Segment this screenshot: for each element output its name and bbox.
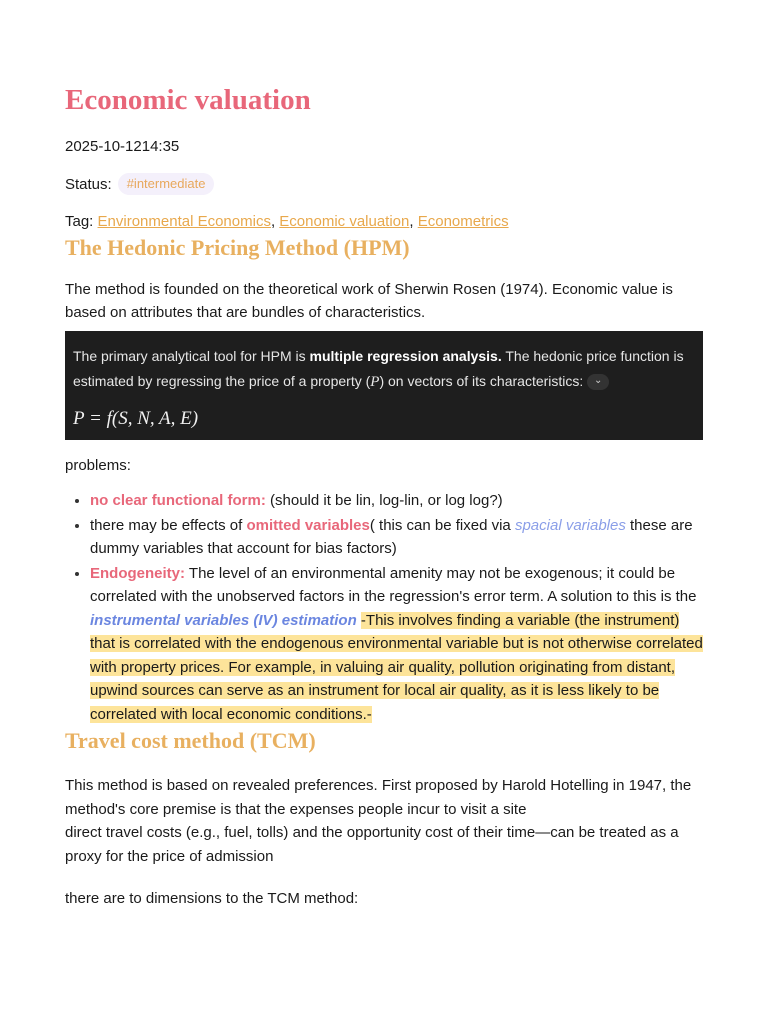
tag-label: Tag:: [65, 213, 94, 230]
tcm-paragraph: This method is based on revealed preferences. First proposed by Harold Hotelling in 1947, the method's core premise is that the expenses people incur to visit a site direct travel costs (e.g., fuel, tolls) and the opportunity cost of their time—can be treated as a proxy for the price of admission: [65, 777, 692, 865]
status-badge[interactable]: #intermediate: [118, 173, 215, 195]
callout-bold: multiple regression analysis.: [309, 347, 502, 364]
tag-link-environmental-economics[interactable]: Environmental Economics: [97, 213, 271, 230]
iv-estimation-term: instrumental variables (IV) estimation: [90, 611, 357, 629]
page-title: Economic valuation: [65, 84, 311, 116]
hpm-intro: The method is founded on the theoretical work of Sherwin Rosen (1974). Economic value is based on attributes that are bundles of characteristics.: [65, 280, 673, 321]
hpm-heading: The Hedonic Pricing Method (HPM): [65, 234, 410, 260]
omitted-variables-term: omitted variables: [246, 516, 370, 534]
problem-label: no clear functional form:: [90, 492, 266, 509]
problems-label: problems:: [65, 456, 131, 474]
spacial-variables-term: spacial variables: [514, 516, 626, 534]
tag-row: [65, 210, 703, 234]
tag-separator: ,: [270, 213, 280, 230]
tag-link-econometrics[interactable]: Econometrics: [417, 213, 509, 230]
date-line: 2025-10-1214:35: [65, 138, 180, 155]
hedonic-formula: P = f(S, N, A, E): [73, 407, 199, 429]
tag-link-economic-valuation[interactable]: Economic valuation: [279, 213, 410, 230]
problems-list: [65, 489, 703, 726]
status-row: [65, 173, 703, 197]
list-item: • Endogeneity: The level of an environmental amenity may not be exogenous; it could be correlated with the unobserved factors in the regression's error term. A solution to this is the instrumental variables (IV) estimation -This involves finding a variable (the instrument) that is correlated with the endogenous environmental variable but is not otherwise correlated with property prices. For example, in valuing air quality, pollution originating from distant, upwind sources can serve as an instrument for local air quality, as it is less likely to be correlated with local economic conditions.-: [90, 562, 703, 727]
regression-callout: [65, 331, 703, 440]
tag-separator: ,: [409, 213, 418, 230]
callout-text: The primary analytical tool for HPM is multiple regression analysis. The hedonic price function is estimated by regressing the price of a property (P) on vectors of its characteristics: ⌄: [73, 347, 684, 390]
highlighted-text: -This involves finding a variable (the instrument) that is correlated with the endogenous environmental variable but is not otherwise correlated with property prices. For example, in valuing air quality, pollution originating from distant, upwind sources can serve as an instrument for local air quality, as it is less likely to be correlated with local economic conditions.-: [90, 611, 703, 723]
list-item: • there may be effects of omitted variables( this can be fixed via spacial variables these are dummy variables that account for bias factors): [90, 514, 703, 561]
problem-label: Endogeneity:: [90, 564, 186, 582]
status-label: Status:: [65, 175, 112, 193]
list-item: • no clear functional form: (should it be lin, log-lin, or log log?): [90, 489, 703, 513]
tcm-heading: Travel cost method (TCM): [65, 728, 316, 753]
chevron-down-icon[interactable]: ⌄: [587, 374, 609, 390]
tcm-dimensions-text: there are to dimensions to the TCM method:: [65, 890, 359, 907]
callout-variable: P: [370, 373, 380, 390]
